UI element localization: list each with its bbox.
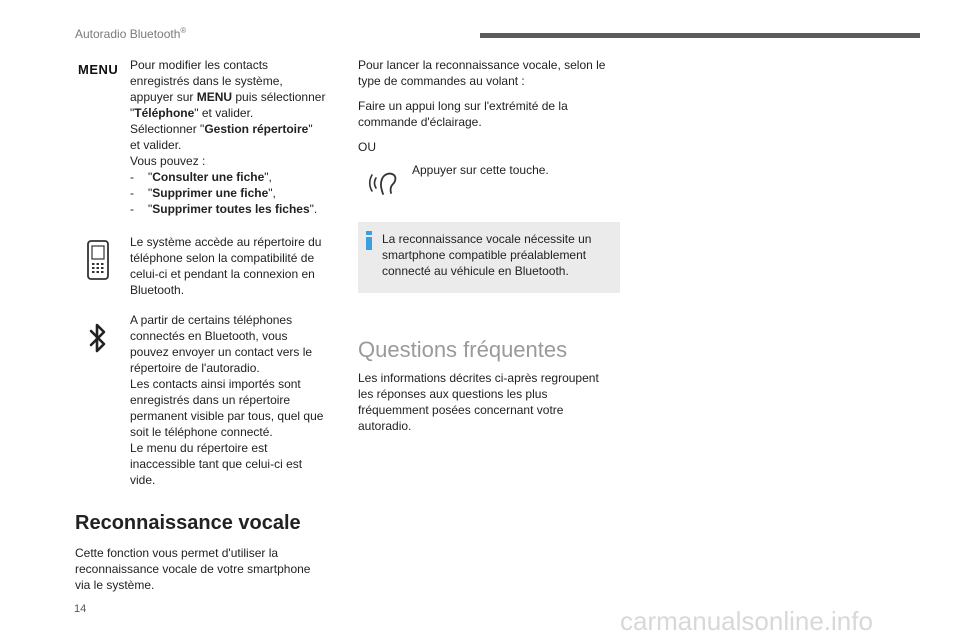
info-note-text: La reconnaissance vocale nécessite un smartphone compatible préalablement connecté au véhicule en Bluetooth. <box>382 232 592 278</box>
option-item: - "Consulter une fiche", <box>130 170 272 184</box>
menu-key-label: MENU <box>78 62 119 77</box>
faq-heading: Questions fréquentes <box>358 337 568 362</box>
option-item: - "Supprimer toutes les fiches". <box>130 202 318 216</box>
mobile-phone-icon <box>86 240 110 280</box>
voice-recognition-intro: Cette fonction vous permet d'utiliser la reconnaissance vocale de votre smartphone via le système. <box>75 546 311 592</box>
voice-command-icon <box>368 166 398 196</box>
phonebook-access-paragraph: Le système accède au répertoire du téléphone selon la compatibilité de celui-ci et pendant la connexion en Bluetooth. <box>130 235 322 297</box>
header-rule <box>480 33 920 38</box>
contacts-edit-paragraph: Pour modifier les contacts enregistrés dans le système, appuyer sur MENU puis sélectionner "Téléphone" et valider. Sélectionner "Gestion répertoire" et valider. Vous pouvez : - "Consulter une fiche", - "Supprimer une fiche", - "Supprimer toutes les fiches". <box>130 57 345 217</box>
watermark: carmanualsonline.info <box>620 606 873 636</box>
bluetooth-icon <box>88 322 108 354</box>
voice-launch-paragraph: Pour lancer la reconnaissance vocale, selon le type de commandes au volant : <box>358 58 606 88</box>
section-heading-voice-recognition: Reconnaissance vocale <box>75 512 301 534</box>
faq-intro-paragraph: Les informations décrites ci-après regroupent les réponses aux questions les plus fréquemment posées concernant votre autoradio. <box>358 371 599 433</box>
press-button-text: Appuyer sur cette touche. <box>412 163 549 177</box>
info-icon <box>366 231 372 250</box>
contact-import-paragraph: A partir de certains téléphones connectés en Bluetooth, vous pouvez envoyer un contact vers le répertoire de l'autoradio. Les contacts ainsi importés sont enregistrés dans un répertoire permanent visible par tous, quel que soit le téléphone connecté. Le menu du répertoire est inaccessible tant que celui-ci est vide. <box>130 313 324 487</box>
or-label: OU <box>358 140 376 154</box>
option-item: - "Supprimer une fiche", <box>130 186 276 200</box>
long-press-paragraph: Faire un appui long sur l'extrémité de la commande d'éclairage. <box>358 99 568 129</box>
page-number: 14 <box>74 603 87 615</box>
header-title: Autoradio Bluetooth® <box>75 26 187 41</box>
